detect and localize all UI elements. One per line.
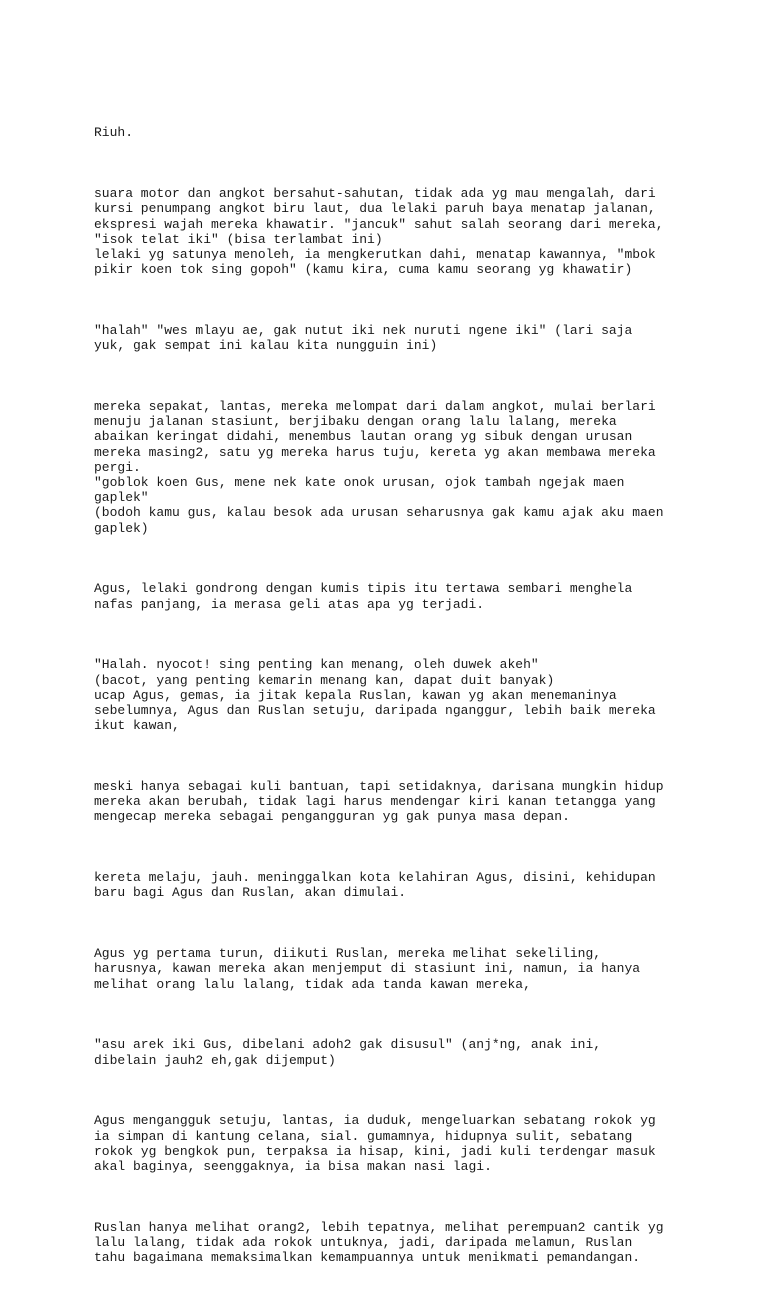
paragraph: "Halah. nyocot! sing penting kan menang, oleh duwek akeh" (bacot, yang penting kemarin menang kan, dapat duit banyak) ucap Agus, gemas, ia jitak kepala Ruslan, kawan yg akan menemaninya sebelumnya, Agus dan Ruslan setuju, daripada nganggur, lebih baik mereka ikut kawan,	[94, 657, 656, 734]
paragraph: meski hanya sebagai kuli bantuan, tapi setidaknya, darisana mungkin hidup mereka akan berubah, tidak lagi harus mendengar kiri kanan tetangga yang mengecap mereka sebagai pengangguran yg gak punya masa depan.	[94, 779, 664, 825]
paragraph: Ruslan hanya melihat orang2, lebih tepatnya, melihat perempuan2 cantik yg lalu lalang, tidak ada rokok untuknya, jadi, daripada melamun, Ruslan tahu bagaimana memaksimalkan kemampuannya untuk menikmati pemandangan.	[94, 1219, 664, 1266]
document-page	[94, 95, 754, 1296]
paragraph: "asu arek iki Gus, dibelani adoh2 gak disusul" (anj*ng, anak ini, dibelain jauh2 eh,gak dijemput)	[94, 1037, 602, 1068]
paragraph: "halah" "wes mlayu ae, gak nutut iki nek nuruti ngene iki" (lari saja yuk, gak sempat ini kalau kita nungguin ini)	[94, 323, 633, 354]
paragraph: Agus, lelaki gondrong dengan kumis tipis itu tertawa sembari menghela nafas panjang, ia merasa geli atas apa yg terjadi.	[94, 581, 633, 612]
paragraph: kereta melaju, jauh. meninggalkan kota kelahiran Agus, disini, kehidupan baru bagi Agus dan Ruslan, akan dimulai.	[94, 870, 656, 901]
paragraph: Agus yg pertama turun, diikuti Ruslan, mereka melihat sekeliling, harusnya, kawan mereka akan menjemput di stasiunt ini, namun, ia hanya melihat orang lalu lalang, tidak ada tanda kawan mereka,	[94, 946, 641, 992]
paragraph: mereka sepakat, lantas, mereka melompat dari dalam angkot, mulai berlari menuju jalanan stasiunt, berjibaku dengan orang lalu lalang, mereka abaikan keringat didahi, menembus lautan orang yg sibuk dengan urusan mereka masing2, satu yg mereka harus tuju, kereta yg akan membawa mereka pergi. "goblok koen Gus, mene nek kate onok urusan, ojok tambah ngejak maen gaplek" (bodoh kamu gus, kalau besok ada urusan seharusnya gak kamu ajak aku maen gaplek)	[94, 399, 664, 536]
document-title: Riuh.	[94, 125, 134, 141]
paragraph: suara motor dan angkot bersahut-sahutan, tidak ada yg mau mengalah, dari kursi penumpang angkot biru laut, dua lelaki paruh baya menatap jalanan, ekspresi wajah mereka khawatir. "jancuk" sahut salah seorang dari mereka, "isok telat iki" (bisa terlambat ini) lelaki yg satunya menoleh, ia mengkerutkan dahi, menatap kawannya, "mbok pikir koen tok sing gopoh" (kamu kira, cuma kamu seorang yg khawatir)	[94, 186, 664, 278]
paragraph: Agus mengangguk setuju, lantas, ia duduk, mengeluarkan sebatang rokok yg ia simpan di kantung celana, sial. gumamnya, hidupnya sulit, sebatang rokok yg bengkok pun, terpaksa ia hisap, kini, jadi kuli terdengar masuk akal baginya, seenggaknya, ia bisa makan nasi lagi.	[94, 1113, 656, 1175]
